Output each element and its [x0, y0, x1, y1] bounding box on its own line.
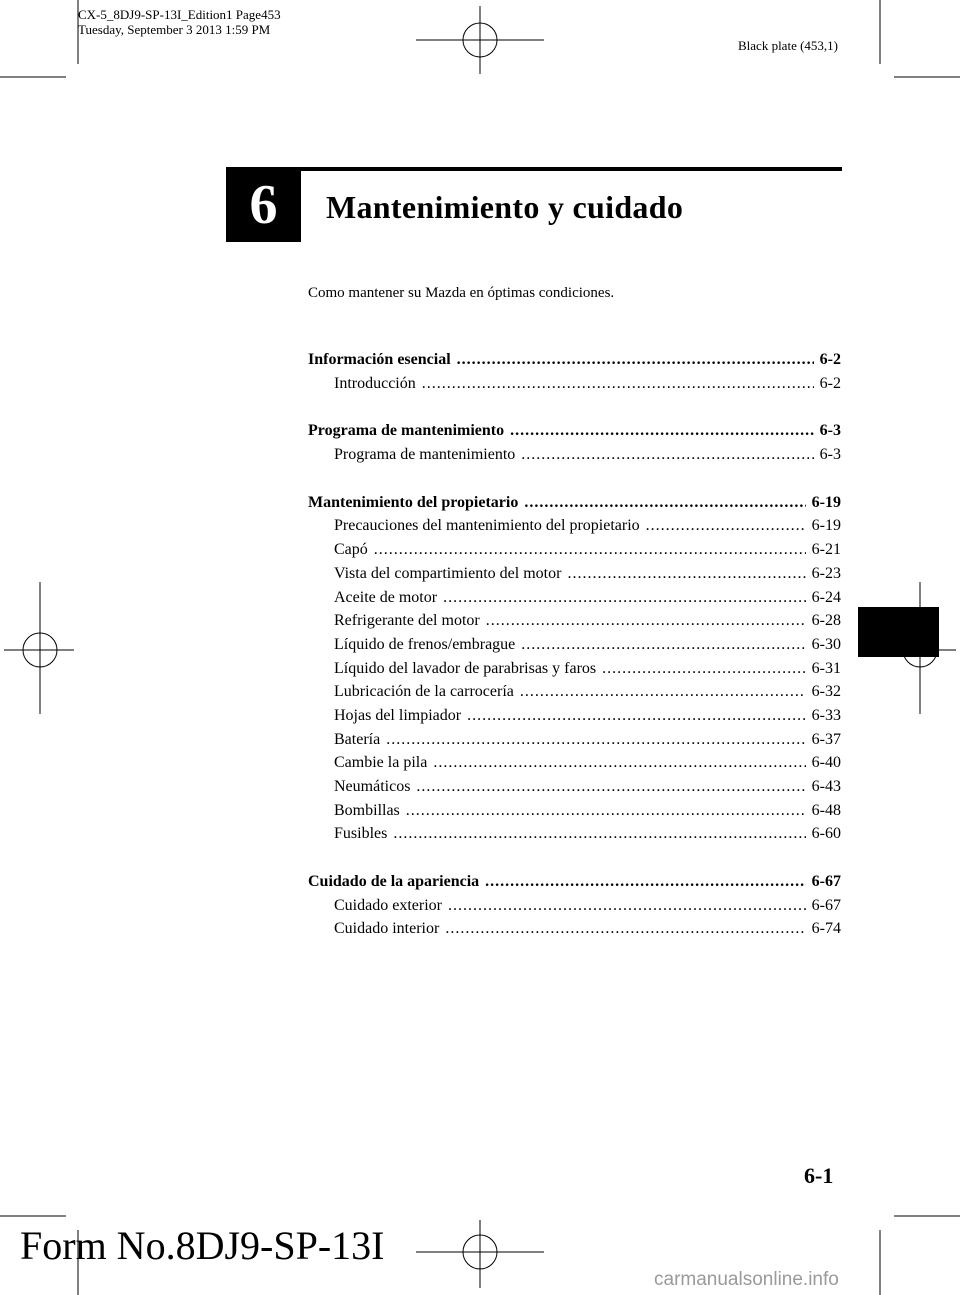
toc-entry[interactable] — [308, 799, 841, 823]
toc-entry-page: 6-67 — [811, 873, 841, 891]
toc-entry-page: 6-33 — [811, 706, 841, 724]
toc-entry[interactable] — [308, 822, 841, 846]
toc-entry-page: 6-43 — [811, 778, 841, 795]
toc-entry-title: Programa de mantenimiento — [334, 446, 516, 464]
toc-entry[interactable] — [308, 586, 841, 610]
toc-entry-page: 6-30 — [811, 635, 841, 653]
toc-entry-page: 6-2 — [819, 374, 841, 392]
toc-leader-dots — [521, 633, 805, 657]
toc-entry[interactable] — [308, 894, 841, 918]
chapter-number: 6 — [249, 173, 278, 236]
toc-leader-dots — [467, 704, 806, 728]
toc-entry-title: Líquido de frenos/embrague — [334, 635, 516, 653]
toc-entry-page: 6-3 — [819, 446, 841, 464]
toc-entry-title: Programa de mantenimiento — [308, 422, 505, 440]
toc-entry-title: Cuidado exterior — [334, 896, 442, 914]
doc-id-line: CX-5_8DJ9-SP-13I_Edition1 Page453 — [78, 7, 281, 22]
toc-entry[interactable] — [308, 704, 841, 728]
toc-leader-dots — [567, 562, 805, 586]
toc-entry-title: Cuidado interior — [334, 920, 440, 938]
toc-entry[interactable] — [308, 657, 841, 681]
toc-leader-dots — [521, 443, 813, 467]
chapter-number-box — [226, 167, 301, 242]
toc-leader-dots — [524, 491, 805, 515]
toc-heading-entry[interactable] — [308, 348, 841, 372]
toc-entry-title: Batería — [334, 730, 381, 748]
toc-leader-dots — [445, 917, 805, 941]
toc-entry-page: 6-74 — [811, 920, 841, 938]
toc-entry-title: Capó — [334, 541, 368, 559]
toc-leader-dots — [374, 538, 806, 562]
toc-entry-title: Hojas del limpiador — [334, 706, 462, 724]
toc-entry-title: Introducción — [334, 374, 416, 392]
toc-section — [308, 348, 841, 395]
toc-entry-title: Aceite de motor — [334, 588, 438, 606]
toc-entry[interactable] — [308, 680, 841, 704]
toc-entry[interactable] — [308, 372, 841, 396]
toc-entry-page: 6-21 — [811, 541, 841, 559]
toc-entry-title: Neumáticos — [334, 778, 411, 795]
toc-leader-dots — [520, 680, 806, 704]
toc-entry-title: Refrigerante del motor — [334, 612, 480, 630]
toc-entry-title: Información esencial — [308, 351, 451, 368]
toc-leader-dots — [457, 348, 814, 372]
toc-leader-dots — [393, 822, 805, 846]
toc-entry[interactable] — [308, 538, 841, 562]
toc-entry-page: 6-48 — [811, 801, 841, 819]
toc-entry[interactable] — [308, 443, 841, 467]
toc-entry[interactable] — [308, 562, 841, 586]
toc-heading-entry[interactable] — [308, 491, 841, 515]
toc-entry-title: Mantenimiento del propietario — [308, 493, 519, 511]
toc-entry[interactable] — [308, 917, 841, 941]
toc-entry-page: 6-2 — [819, 351, 841, 368]
toc-section — [308, 491, 841, 846]
toc-leader-dots — [386, 728, 805, 752]
toc-entry-page: 6-37 — [811, 730, 841, 748]
toc-entry-title: Lubricación de la carrocería — [334, 683, 514, 701]
toc-entry-page: 6-67 — [811, 896, 841, 914]
toc-entry-title: Líquido del lavador de parabrisas y faros — [334, 659, 597, 677]
page-number: 6-1 — [804, 1163, 834, 1188]
toc-leader-dots — [443, 586, 806, 610]
toc-leader-dots — [433, 751, 805, 775]
chapter-rule — [301, 167, 842, 171]
watermark: carmanualsonline.info — [654, 1269, 839, 1290]
toc-leader-dots — [602, 657, 806, 681]
toc-entry-title: Fusibles — [334, 825, 388, 843]
toc-heading-entry[interactable] — [308, 419, 841, 443]
toc-entry-title: Precauciones del mantenimiento del propietario — [334, 517, 640, 535]
toc-entry[interactable] — [308, 514, 841, 538]
toc-entry-page: 6-19 — [811, 517, 841, 535]
toc-entry-page: 6-32 — [811, 683, 841, 701]
doc-timestamp-line: Tuesday, September 3 2013 1:59 PM — [78, 22, 271, 37]
toc-entry-page: 6-28 — [811, 612, 841, 630]
toc-entry-page: 6-31 — [811, 659, 841, 677]
toc-entry-title: Cuidado de la apariencia — [308, 873, 480, 891]
toc-entry[interactable] — [308, 775, 841, 799]
toc-entry-title: Bombillas — [334, 801, 400, 819]
toc-entry[interactable] — [308, 609, 841, 633]
toc-entry-title: Vista del compartimiento del motor — [334, 564, 562, 582]
toc-entry-page: 6-23 — [811, 564, 841, 582]
toc-entry[interactable] — [308, 633, 841, 657]
toc-leader-dots — [486, 609, 806, 633]
toc-section — [308, 419, 841, 466]
toc-entry-title: Cambie la pila — [334, 754, 428, 772]
chapter-side-tab — [858, 607, 939, 657]
toc-leader-dots — [416, 775, 805, 799]
toc-entry-page: 6-60 — [811, 825, 841, 843]
chapter-title: Mantenimiento y cuidado — [326, 189, 684, 225]
toc-leader-dots — [448, 894, 806, 918]
toc-leader-dots — [510, 419, 814, 443]
toc-leader-dots — [646, 514, 806, 538]
toc-entry-page: 6-40 — [811, 754, 841, 772]
toc-leader-dots — [485, 870, 806, 894]
chapter-intro: Como mantener su Mazda en óptimas condiciones. — [308, 285, 615, 301]
toc-leader-dots — [406, 799, 806, 823]
toc-entry[interactable] — [308, 728, 841, 752]
toc-heading-entry[interactable] — [308, 870, 841, 894]
toc-entry-page: 6-24 — [811, 588, 841, 606]
toc-entry-page: 6-19 — [811, 493, 841, 511]
toc-leader-dots — [422, 372, 814, 396]
toc-entry-page: 6-3 — [819, 422, 841, 440]
form-number: Form No.8DJ9-SP-13I — [20, 1223, 385, 1268]
table-of-contents — [308, 348, 841, 965]
toc-section — [308, 870, 841, 941]
plate-label: Black plate (453,1) — [738, 38, 838, 53]
toc-entry[interactable] — [308, 751, 841, 775]
